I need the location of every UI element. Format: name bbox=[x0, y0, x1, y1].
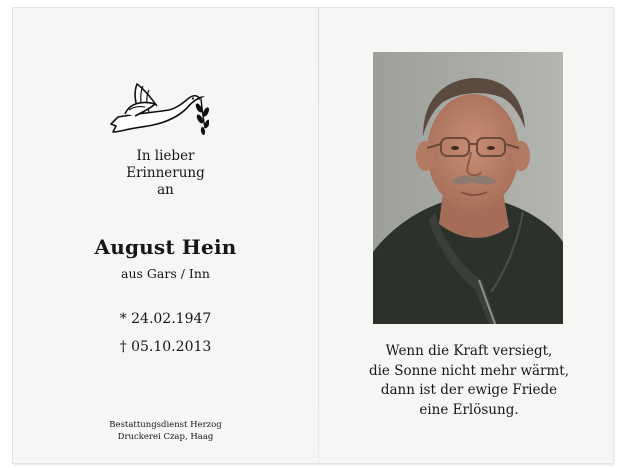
birth-date: * 24.02.1947 bbox=[119, 311, 212, 327]
portrait-photo bbox=[373, 52, 563, 324]
portrait-illustration bbox=[373, 52, 563, 324]
poem-line: Wenn die Kraft versiegt, bbox=[385, 343, 553, 359]
print-shop-name: Druckerei Czap, Haag bbox=[117, 432, 214, 442]
death-date: † 05.10.2013 bbox=[119, 339, 212, 355]
hometown: aus Gars / Inn bbox=[121, 266, 210, 281]
poem-line: eine Erlösung. bbox=[419, 401, 519, 418]
dove-with-olive-branch-icon bbox=[109, 70, 209, 136]
memorial-poem bbox=[349, 342, 589, 420]
poem-line: die Sonne nicht mehr wärmt, bbox=[368, 362, 570, 379]
printer-credit bbox=[13, 419, 318, 443]
memorial-card bbox=[13, 8, 613, 463]
greeting-line: Erinnerung bbox=[126, 165, 205, 181]
right-panel bbox=[319, 8, 613, 463]
greeting-line: an bbox=[157, 182, 174, 198]
poem-line: dann ist der ewige Friede bbox=[380, 382, 558, 398]
remembrance-heading bbox=[13, 148, 318, 199]
left-panel bbox=[13, 8, 318, 463]
funeral-service-name: Bestattungsdienst Herzog bbox=[109, 420, 222, 430]
greeting-line: In lieber bbox=[136, 148, 195, 164]
deceased-name: August Hein bbox=[94, 235, 237, 259]
